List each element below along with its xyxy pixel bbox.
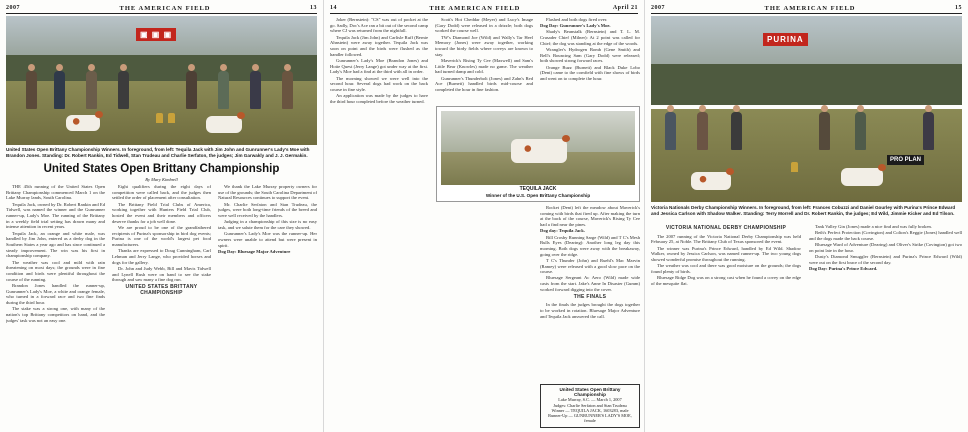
pro-plan-banner: PRO PLAN	[887, 155, 924, 165]
header-rule	[6, 13, 317, 14]
page-left	[0, 0, 323, 432]
article-column: VICTORIA NATIONAL DERBY CHAMPIONSHIP The 2007 running of the Victoria National Derby Championship was held February 25, at Noble. The Brittany Club of Texas sponsored the event. The winner was Purina's Prince Edward, handled by Ed Wild. Shadow Walker, owned by Jessica Carlson, was named runner-up. The two young dogs showed wonderful promise throughout the running. The weather was cool and there was good moisture on the grounds; the dogs found plenty of birds. Bluesage Ridge Dog was on a strong cast when he found a covey on the edge of the mesquite flat.	[651, 225, 801, 286]
trophy	[791, 162, 798, 172]
section-heading: THE FINALS	[573, 293, 607, 300]
trophy	[168, 113, 175, 123]
header-rule	[330, 13, 638, 14]
results-box-heading: United States Open Brittany Championship	[559, 387, 621, 398]
page-year: 2007	[6, 5, 20, 11]
purina-banner: PURINA	[763, 33, 808, 46]
page-number: 14	[330, 5, 337, 11]
page-date: April 21	[612, 5, 638, 11]
publication-title: THE AMERICAN FIELD	[119, 4, 211, 12]
dog-figure	[206, 116, 242, 133]
results-box: United States Open Brittany Championship Lake Murray, S.C. — March 1, 2007 Judges: Charlie Serfaton and Stan Trudeau Winner — TEQUILA JACK, 1603283, male Runner-Up — GUNRUNNER'S LADY'S MOE, female	[540, 384, 640, 428]
derby-winners-photo	[651, 16, 962, 202]
article-column: Joker (Bernstein): "CS" was out of pocket at the go. Sadly, Doc's Ace ran a bit out of the second camp where CJ was returned from the nightfall. Tequila Jack (Jim John) and Carlisle Ruff (Bernie Ahnstein) were away together. Tequila Jack was soon on point and the birds were flushed as the handler followed. Gunrunner's Lady's Moe (Brandon Jones) and Hotie Quest (Jerry Lange) got under way at the first. Lady's Moe had a find at the third with all in order. The morning showed we were well into the second hour. Several dogs had work on the back course in fine style. An application was made by the judges to have the third hour completed before the weather turned.	[330, 17, 428, 104]
article-column: Flashed and both dogs fired over. Dog Day: Gunrunner's Lady's Moe. Shady's Beanstalk (Bernstein) and T. L. M. Crusader Chief (Milner): At 2 point was called for Chief; the dog was standing at the edge of the woods. Wrangler's Hydrogen Bomb (Gene Smith) and Bell's Bouncing Sam (Gary Dodd) were released; both showed strong forward races. Orange Buzz (Burnett) and Black Duke Lobo (Dent) came to the cornfield with fine shows of birds and went on to complete the hour.	[540, 17, 640, 82]
dog-figure	[511, 139, 567, 163]
header-rule	[651, 13, 962, 14]
page-right	[645, 0, 968, 432]
section-heading: VICTORIA NATIONAL DERBY CHAMPIONSHIP	[665, 225, 787, 231]
article-column: Eight qualifiers during the eight days of competition were called back, and the judges then settled the order of placement after consultation. The Brittany Field Trial Clubs of America, working together with Hunters Field Trial Club, hosted the event and their members and officers deserve thanks for a job well done. We are proud to be one of the grandfathered recipients of Purina's sponsorship in bird dog events; Purina is one of the world's largest pet food manufacturers. Thanks are expressed to Doug Cunningham, Carl Lehman and Jerry Lange, who provided horses and dogs for the gallery. Dr. John and Judy Webb, Bill and Mavis Tidwell and Lynell Rush were on hand to see the stake through and saw many a fine dog run. UNITED STATES BRITTANY CHAMPIONSHIP	[112, 184, 211, 296]
running-head-middle	[330, 3, 638, 13]
running-head-right	[651, 3, 962, 13]
dog-figure	[66, 115, 100, 131]
publication-title: THE AMERICAN FIELD	[429, 4, 521, 12]
article-headline: United States Open Brittany Championship	[43, 163, 280, 175]
dog-figure	[691, 172, 731, 190]
article-column: Tank Valley Gin (Jones) made a nice find and was fully broken. Beth's Perfect Protection (Covington) and Colton's Reggie (Jones) handled well and the dogs made the back course. Bluesage Ward of Adventure (Dearing) and Oliver's Strike (Covington) got two on point late in the hour. Dusty's Diamond Smuggler (Bernstein) and Purina's Prince Edward (Wild) were out on the first brace of the second day. Dog Day: Purina's Prince Edward.	[809, 224, 962, 271]
winners-photo	[6, 16, 317, 145]
photo-caption: TEQUILA JACK	[519, 186, 557, 192]
page-middle	[323, 0, 645, 432]
running-head-left	[6, 3, 317, 13]
photo-caption: Victoria Nationals Derby Championship Winners. In foreground, from left: Frances Cobuzzi and Daniel Gourley with Purina's Prince Edward and Jessica Carlson with Shadow Walker. Standing: Terry Morrell and Dr. Robert Rankin, the judges; Ed Wild, Jimmie Kicker and Ed Tilson.	[651, 205, 956, 216]
photo-caption: United States Open Brittany Championship Winners. In foreground, from left: Tequila Jack with Jim John and Gunrunner's Lady's Moe with Brandon Jones. Standing: Dr. Robert Rankin, Ed Tidwell, Stan Trudeau and Charlie Serfaton, the judges; Jim Garwakly and J. J. Germakin.	[6, 147, 310, 158]
page-number: 15	[955, 5, 962, 11]
tequila-jack-photo	[441, 111, 635, 185]
page-number: 13	[310, 5, 317, 11]
publication-title: THE AMERICAN FIELD	[764, 4, 856, 12]
page-year: 2007	[651, 5, 665, 11]
article-column: We thank the Lake Murray property owners for use of the grounds; the South Carolina Department of Natural Resources continues to support the event. Mr. Charlie Serfaton and Stan Trudeau, the judges, were both long-time friends of the breed and were well received by the handlers. Judging in a championship of this size is no easy task, and we salute them for the care they showed. Gunrunner's Lady's Moe was the runner-up. Her owners were unable to attend but were present in spirit. Dog Day: Bluesage Major Adventure	[218, 184, 317, 254]
article-column: Rocket (Dent) left the meadow about Maverick's coming with birds that fired up. After making the turn at the back of the course, Maverick's Rising Ty Cee had a find near the pines. Dog day: Tequila Jack. Bill Crosby Running Sarge (Wild) and T C's Mesh Bulls Eyes (Dearing): Another long leg day this morning. Both dogs were away with the breakaway, going over the ridge. T C's Thunder (John) and Ruehl's Mac Marvin (Ramey) were released with a good slow pace on the course. Bluesage Sergeant Ac Aero (Wild) made wide casts from the start. Jake's Anne In Disaster (Gumm) worked forward digging into the cover. THE FINALS In the finals the judges brought the dogs together to be worked in rotation. Bluesage Major Adventure and Tequila Jack answered the call.	[540, 205, 640, 319]
article-column: THE 45th running of the United States Open Brittany Championship commenced March 1 on the Lake Murray lands, South Carolina. Tequila Jack, owned by Dr. Robert Rankin and Ed Tidwell, was named the winner and the Gunrunner runner-up, Lady's Moe. The running of the Brittany in a weekly field trial setting has drawn many and intense attention in recent years. Tequila Jack, an orange and white male, was handled by Jim John, entered as a derby dog in the Southern States a year ago and has since continued a steady improvement. The win was his first in championship company. The weather was cool and mild with rain threatening on most days; the grounds were in fine condition and birds were plentiful throughout the course of the running. Brandon Jones handled the runner-up, Gunrunner's Lady's Moe, a white and orange female, who turned in a forward race and two fine finds during the third hour. The stake was a strong one, with many of the nation's top Brittany competitors on hand, and the judges' task was not an easy one.	[6, 184, 105, 323]
trophy	[156, 113, 163, 123]
photo-subcaption: Winner of the U.S. Open Brittany Championship	[485, 193, 591, 198]
byline: By Mary Kimbrell	[145, 177, 178, 182]
article-column: Scott's Hot Cheddar (Meyer) and Lucy's Image (Gary Dodd) were released in a drizzle; both dogs worked the course well. TW's Diamond Joe (Wild) and Wally's Tar Heel Memory (Jones) were away together, working toward the birdy fields where coveys are known to stay. Maverick's Rising Ty Cee (Maxwell) and Sam's Little Bear (Knowles) made no game. The weather had turned damp and cold. Gunrunner's Thunderbolt (Jones) and Zahn's Red Ace (Burnett) handled birds mid-course and completed the hour in fine fashion.	[435, 17, 533, 92]
purina-banner: ▣ ▣ ▣	[136, 28, 176, 41]
dog-figure	[841, 168, 883, 186]
section-heading: UNITED STATES BRITTANY CHAMPIONSHIP	[125, 283, 198, 296]
dog-photo-frame	[436, 106, 640, 202]
